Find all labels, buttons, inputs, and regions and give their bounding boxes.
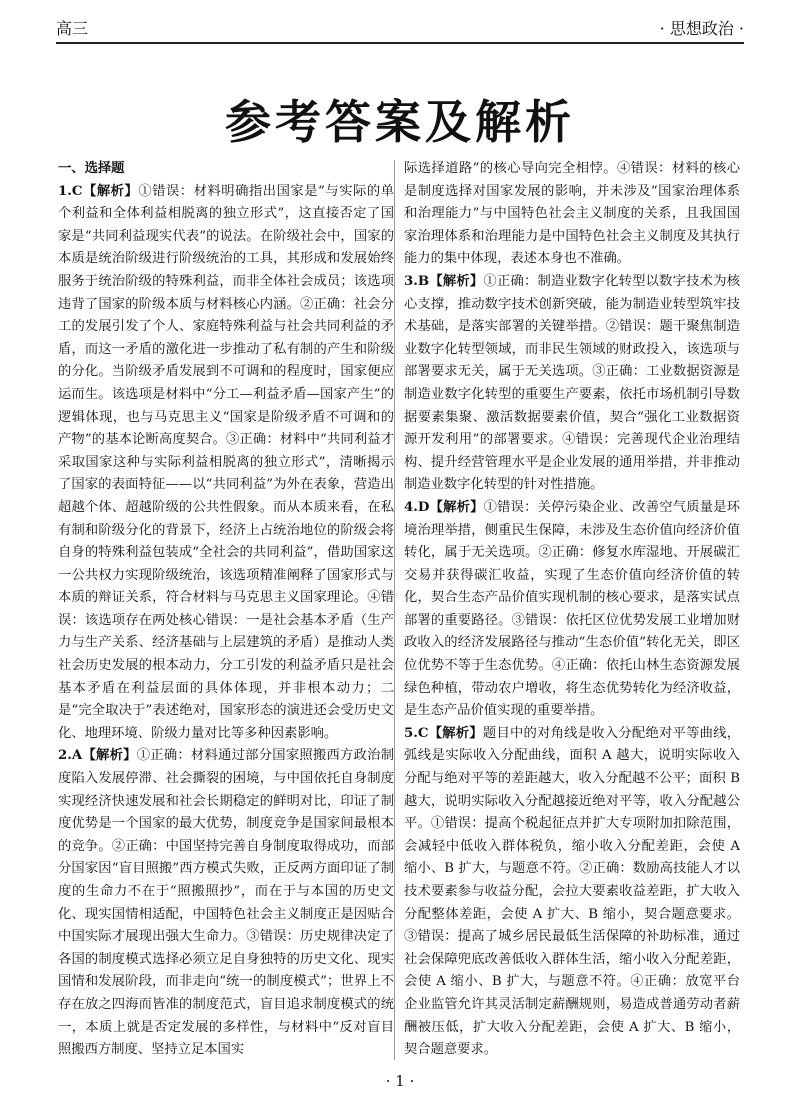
- subject-label: · 思想政治 ·: [659, 19, 744, 38]
- analysis-tag: 【解析】: [82, 748, 137, 764]
- answer-number: 4.D: [404, 499, 430, 515]
- answer-number: 3.B: [404, 273, 430, 289]
- analysis-tag: 【解析】: [429, 273, 484, 289]
- page-header: [56, 14, 744, 44]
- right-column: [404, 158, 740, 1062]
- answer-text: ①正确：材料通过部分国家照搬西方政治制度陷入发展停滞、社会撕裂的困境，与中国依托自身制度实现经济快速发展和社会长期稳定的鲜明对比，印证了制度优势是一个国家的最大优势，制度竞争是国家间最根本的竞争。②正确：中国坚持完善自身制度取得成功，而部分国家因“盲目照搬”西方模式失败，正反两方面印证了制度的生命力不在于“照搬照抄”，而在于与本国的历史文化、现实国情相适配，中国特色社会主义制度正是因贴合中国实际才展现出强大生命力。③错误：历史规律决定了各国的制度模式选择必须立足自身独特的历史文化、现实国情和发展阶段，而非走向“统一的制度模式”；世界上不存在放之四海而皆准的制度范式，盲目追求制度模式的统一，本质上就是否定发展的多样性，与材料中“反对盲目照搬西方制度、坚持立足本国实: [58, 748, 395, 1058]
- column-divider: [394, 160, 395, 1060]
- answer-item: [404, 723, 740, 1062]
- page-title: 参考答案及解析: [225, 95, 575, 149]
- answer-text: ①错误：材料明确指出国家是“与实际的单个利益和全体利益相脱离的独立形式”，这直接否定了国家是“共同利益现实代表”的说法。在阶级社会中，国家的本质是统治阶级进行阶级统治的工具，其形成和发展始终服务于统治阶级的特殊利益，而非全体社会成员；该选项违背了国家的阶级本质与材料核心内涵。②正确：社会分工的发展引发了个人、家庭特殊利益与社会共同利益的矛盾，而这一矛盾的激化进一步推动了私有制的产生和阶级的分化。当阶级矛盾发展到不可调和的程度时，国家便应运而生。该选项是材料中“分工—利益矛盾—国家产生”的逻辑体现，也与马克思主义“国家是阶级矛盾不可调和的产物”的基本论断高度契合。③正确：材料中“共同利益才采取国家这种与实际利益相脱离的独立形式”，清晰揭示了国家的表面特征——以“共同利益”为外在表象，营造出超越个体、超越阶级的公共性假象。而从本质来看，在私有制和阶级分化的背景下，经济上占统治地位的阶级会将自身的特殊利益包装成“全社会的共同利益”，借助国家这一公共权力实现阶级统治，该选项精准阐释了国家形式与本质的辩证关系，符合材料与马克思主义国家理论。④错误：该选项存在两处核心错误：一是社会基本矛盾（生产力与生产关系、经济基础与上层建筑的矛盾）是推动人类社会历史发展的根本动力，分工引发的利益矛盾只是社会基本矛盾在利益层面的具体体现，并非根本动力；二是“完全取决于”表述绝对，国家形态的演进还会受历史文化、地理环境、阶级力量对比等多种因素影响。: [58, 183, 394, 741]
- answer-item: [404, 497, 740, 723]
- answer-item: [404, 158, 740, 271]
- answer-item: [58, 745, 394, 1061]
- analysis-tag: 【解析】: [429, 499, 484, 515]
- analysis-tag: 【解析】: [82, 183, 139, 199]
- answer-text: ①正确：制造业数字化转型以数字技术为核心支撑，推动数字技术创新突破，能为制造业转型筑牢技术基础，是落实部署的关键举措。②错误：题干聚焦制造业数字化转型领域，而非民生领域的财政投入，该选项与部署要求无关，属于无关选项。③正确：工业数据资源是制造业数字化转型的重要生产要素，依托市场机制引导数据要素集聚、激活数据要素价值，契合“强化工业数据资源开发利用”的部署要求。④错误：完善现代企业治理结构、提升经营管理水平是企业发展的通用举措，并非推动制造业数字化转型的针对性措施。: [404, 273, 741, 493]
- answer-item: [58, 181, 394, 746]
- answer-number: 1.C: [58, 183, 83, 199]
- section-title: 一、选择题: [58, 161, 125, 176]
- answer-number: 5.C: [404, 725, 429, 741]
- left-column: [58, 158, 394, 1062]
- analysis-tag: 【解析】: [428, 725, 483, 741]
- answer-number: 2.A: [58, 748, 83, 764]
- answer-text: 题目中的对角线是收入分配绝对平等曲线，弧线是实际收入分配曲线，面积 A 越大，说明实际收入分配与绝对平等的差距越大，收入分配越不公平；面积 B 越大，说明实际收入分配越接近绝对平等，收入分配越公平。①错误：提高个税起征点并扩大专项附加扣除范围，会减轻中低收入群体税负，缩小收入分配差距，会使 A 缩小、B 扩大，与题意不符。②正确：数励高技能人才以技术要素参与收益分配，会拉大要素收益差距，扩大收入分配整体差距，会使 A 扩大、B 缩小，契合题意要求。③错误：提高了城乡居民最低生活保障的补助标准，通过社会保障兜底改善低收入群体生活，缩小收入分配差距，会使 A 缩小、B 扩大，与题意不符。④正确：放宽平台企业监管允许其灵活制定薪酬规则，易造成普通劳动者薪酬被压低，扩大收入分配差距，会使 A 扩大、B 缩小，契合题意要求。: [404, 725, 741, 1058]
- answer-item: [404, 271, 740, 497]
- answer-text: ①错误：关停污染企业、改善空气质量是环境治理举措，侧重民生保障，未涉及生态价值向经济价值转化，属于无关选项。②正确：修复水库湿地、开展碳汇交易并获得碳汇收益，实现了生态价值向经济价值的转化，契合生态产品价值实现机制的核心要求，是落实试点部署的重要路径。③错误：依托区位优势发展工业增加财政收入的经济发展路径与推动“生态价值”转化无关，即区位优势不等于生态优势。④正确：依托山林生态资源发展绿色种植，带动农户增收，将生态优势转化为经济收益，是生态产品价值实现的重要举措。: [404, 499, 741, 719]
- page-number: · 1 ·: [385, 1072, 415, 1090]
- answer-text: 际选择道路”的核心导向完全相悖。④错误：材料的核心是制度选择对国家发展的影响，并未涉及“国家治理体系和治理能力”与中国特色社会主义制度的关系，且我国国家治理体系和治理能力是中国特色社会主义制度及其执行能力的集中体现，表述本身也不准确。: [404, 161, 740, 267]
- grade-label: 高三: [56, 19, 89, 38]
